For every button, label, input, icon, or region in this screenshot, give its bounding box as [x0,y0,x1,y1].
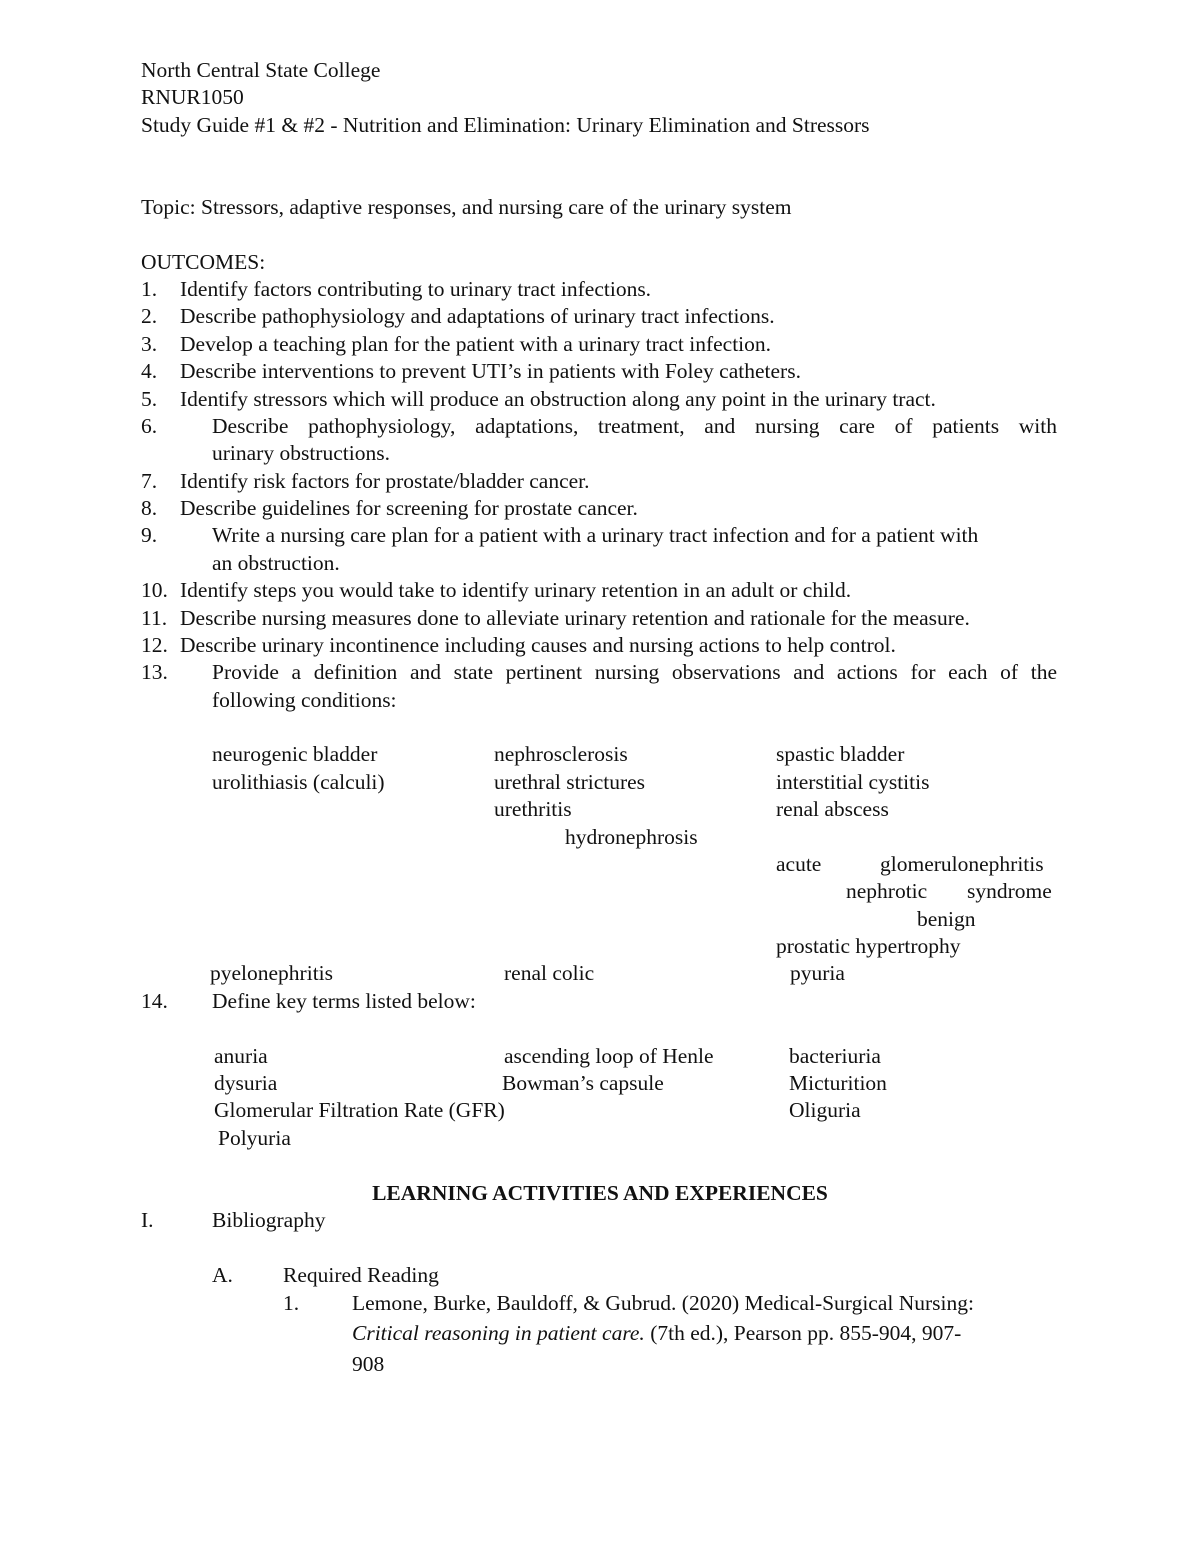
condition-term: urethritis [494,797,572,821]
condition-term: renal colic [504,961,595,985]
section-number: I. [141,1208,154,1232]
reference-number: 1. [283,1291,300,1315]
outcome-text: Identify factors contributing to urinary tract infections. [180,277,652,301]
outcome-text: Describe urinary incontinence including causes and nursing actions to help control. [180,633,896,657]
outcome-text: Identify stressors which will produce an obstruction along any point in the urinary tract. [180,387,936,411]
outcome-text: Identify risk factors for prostate/bladder cancer. [180,469,590,493]
course-code: RNUR1050 [141,85,244,109]
condition-term: interstitial cystitis [776,770,930,794]
outcome-number: 11. [141,606,168,630]
key-term: dysuria [214,1071,278,1095]
outcome-text: Define key terms listed below: [212,989,476,1013]
key-term: Bowman’s capsule [502,1071,664,1095]
outcome-number: 2. [141,304,158,328]
condition-term: acute [776,852,822,876]
guide-title: Study Guide #1 & #2 - Nutrition and Elimination: Urinary Elimination and Stressors [141,113,870,137]
condition-term: benign [917,907,976,931]
condition-term: renal abscess [776,797,889,821]
outcome-text: Identify steps you would take to identify urinary retention in an adult or child. [180,578,852,602]
reference-text-end: 908 [352,1352,385,1376]
condition-term: hydronephrosis [565,825,698,849]
key-term: Oliguria [789,1098,861,1122]
key-term: Polyuria [218,1126,291,1150]
outcome-number: 7. [141,469,158,493]
outcome-text: Write a nursing care plan for a patient with a urinary tract infection and for a patient with [212,523,979,547]
learning-heading: LEARNING ACTIVITIES AND EXPERIENCES [372,1181,828,1205]
condition-term: prostatic hypertrophy [776,934,961,958]
subsection-letter: A. [212,1263,233,1287]
outcome-text: Describe pathophysiology and adaptations of urinary tract infections. [180,304,775,328]
condition-term: pyuria [790,961,845,985]
outcome-number: 14. [141,989,168,1013]
outcome-number: 8. [141,496,158,520]
outcome-text: Describe interventions to prevent UTI’s in patients with Foley catheters. [180,359,801,383]
outcome-text-continued: urinary obstructions. [212,441,390,465]
reference-text-continued [352,1320,961,1347]
subsection-title: Required Reading [283,1263,439,1287]
outcome-text: Provide a definition and state pertinent nursing observations and actions for each of the [212,660,1057,684]
condition-term: nephrotic [846,879,928,903]
outcome-text-continued: following conditions: [212,688,397,712]
outcome-number: 3. [141,332,158,356]
reference-text: Lemone, Burke, Bauldoff, & Gubrud. (2020) Medical-Surgical Nursing: [352,1291,974,1315]
outcome-number: 12. [141,633,168,657]
outcome-text: Describe nursing measures done to alleviate urinary retention and rationale for the measure. [180,606,970,630]
key-term: ascending loop of Henle [504,1044,714,1068]
condition-term: urolithiasis (calculi) [212,770,385,794]
condition-term: nephrosclerosis [494,742,628,766]
condition-term: urethral strictures [494,770,646,794]
key-term: Glomerular Filtration Rate (GFR) [214,1098,505,1122]
section-title: Bibliography [212,1208,326,1232]
outcomes-heading: OUTCOMES: [141,250,266,274]
key-term: bacteriuria [789,1044,881,1068]
college-name: North Central State College [141,58,381,82]
condition-term: spastic bladder [776,742,905,766]
outcome-number: 4. [141,359,158,383]
reference-edition: (7th ed.), Pearson pp. 855-904, 907- [644,1321,962,1345]
outcome-text: Describe pathophysiology, adaptations, treatment, and nursing care of patients with [212,414,1057,438]
condition-term: pyelonephritis [210,961,334,985]
condition-term: glomerulonephritis [880,852,1044,876]
outcome-number: 13. [141,660,168,684]
outcome-number: 6. [141,414,158,438]
outcome-text: Describe guidelines for screening for prostate cancer. [180,496,638,520]
condition-term: syndrome [967,879,1052,903]
key-term: anuria [214,1044,268,1068]
condition-term: neurogenic bladder [212,742,378,766]
topic-line: Topic: Stressors, adaptive responses, and nursing care of the urinary system [141,195,792,219]
outcome-text: Develop a teaching plan for the patient with a urinary tract infection. [180,332,772,356]
outcome-number: 9. [141,523,158,547]
outcome-number: 5. [141,387,158,411]
outcome-number: 10. [141,578,168,602]
key-term: Micturition [789,1071,887,1095]
outcome-text-continued: an obstruction. [212,551,340,575]
outcome-number: 1. [141,277,158,301]
reference-italic-title: Critical reasoning in patient care. [352,1321,645,1345]
